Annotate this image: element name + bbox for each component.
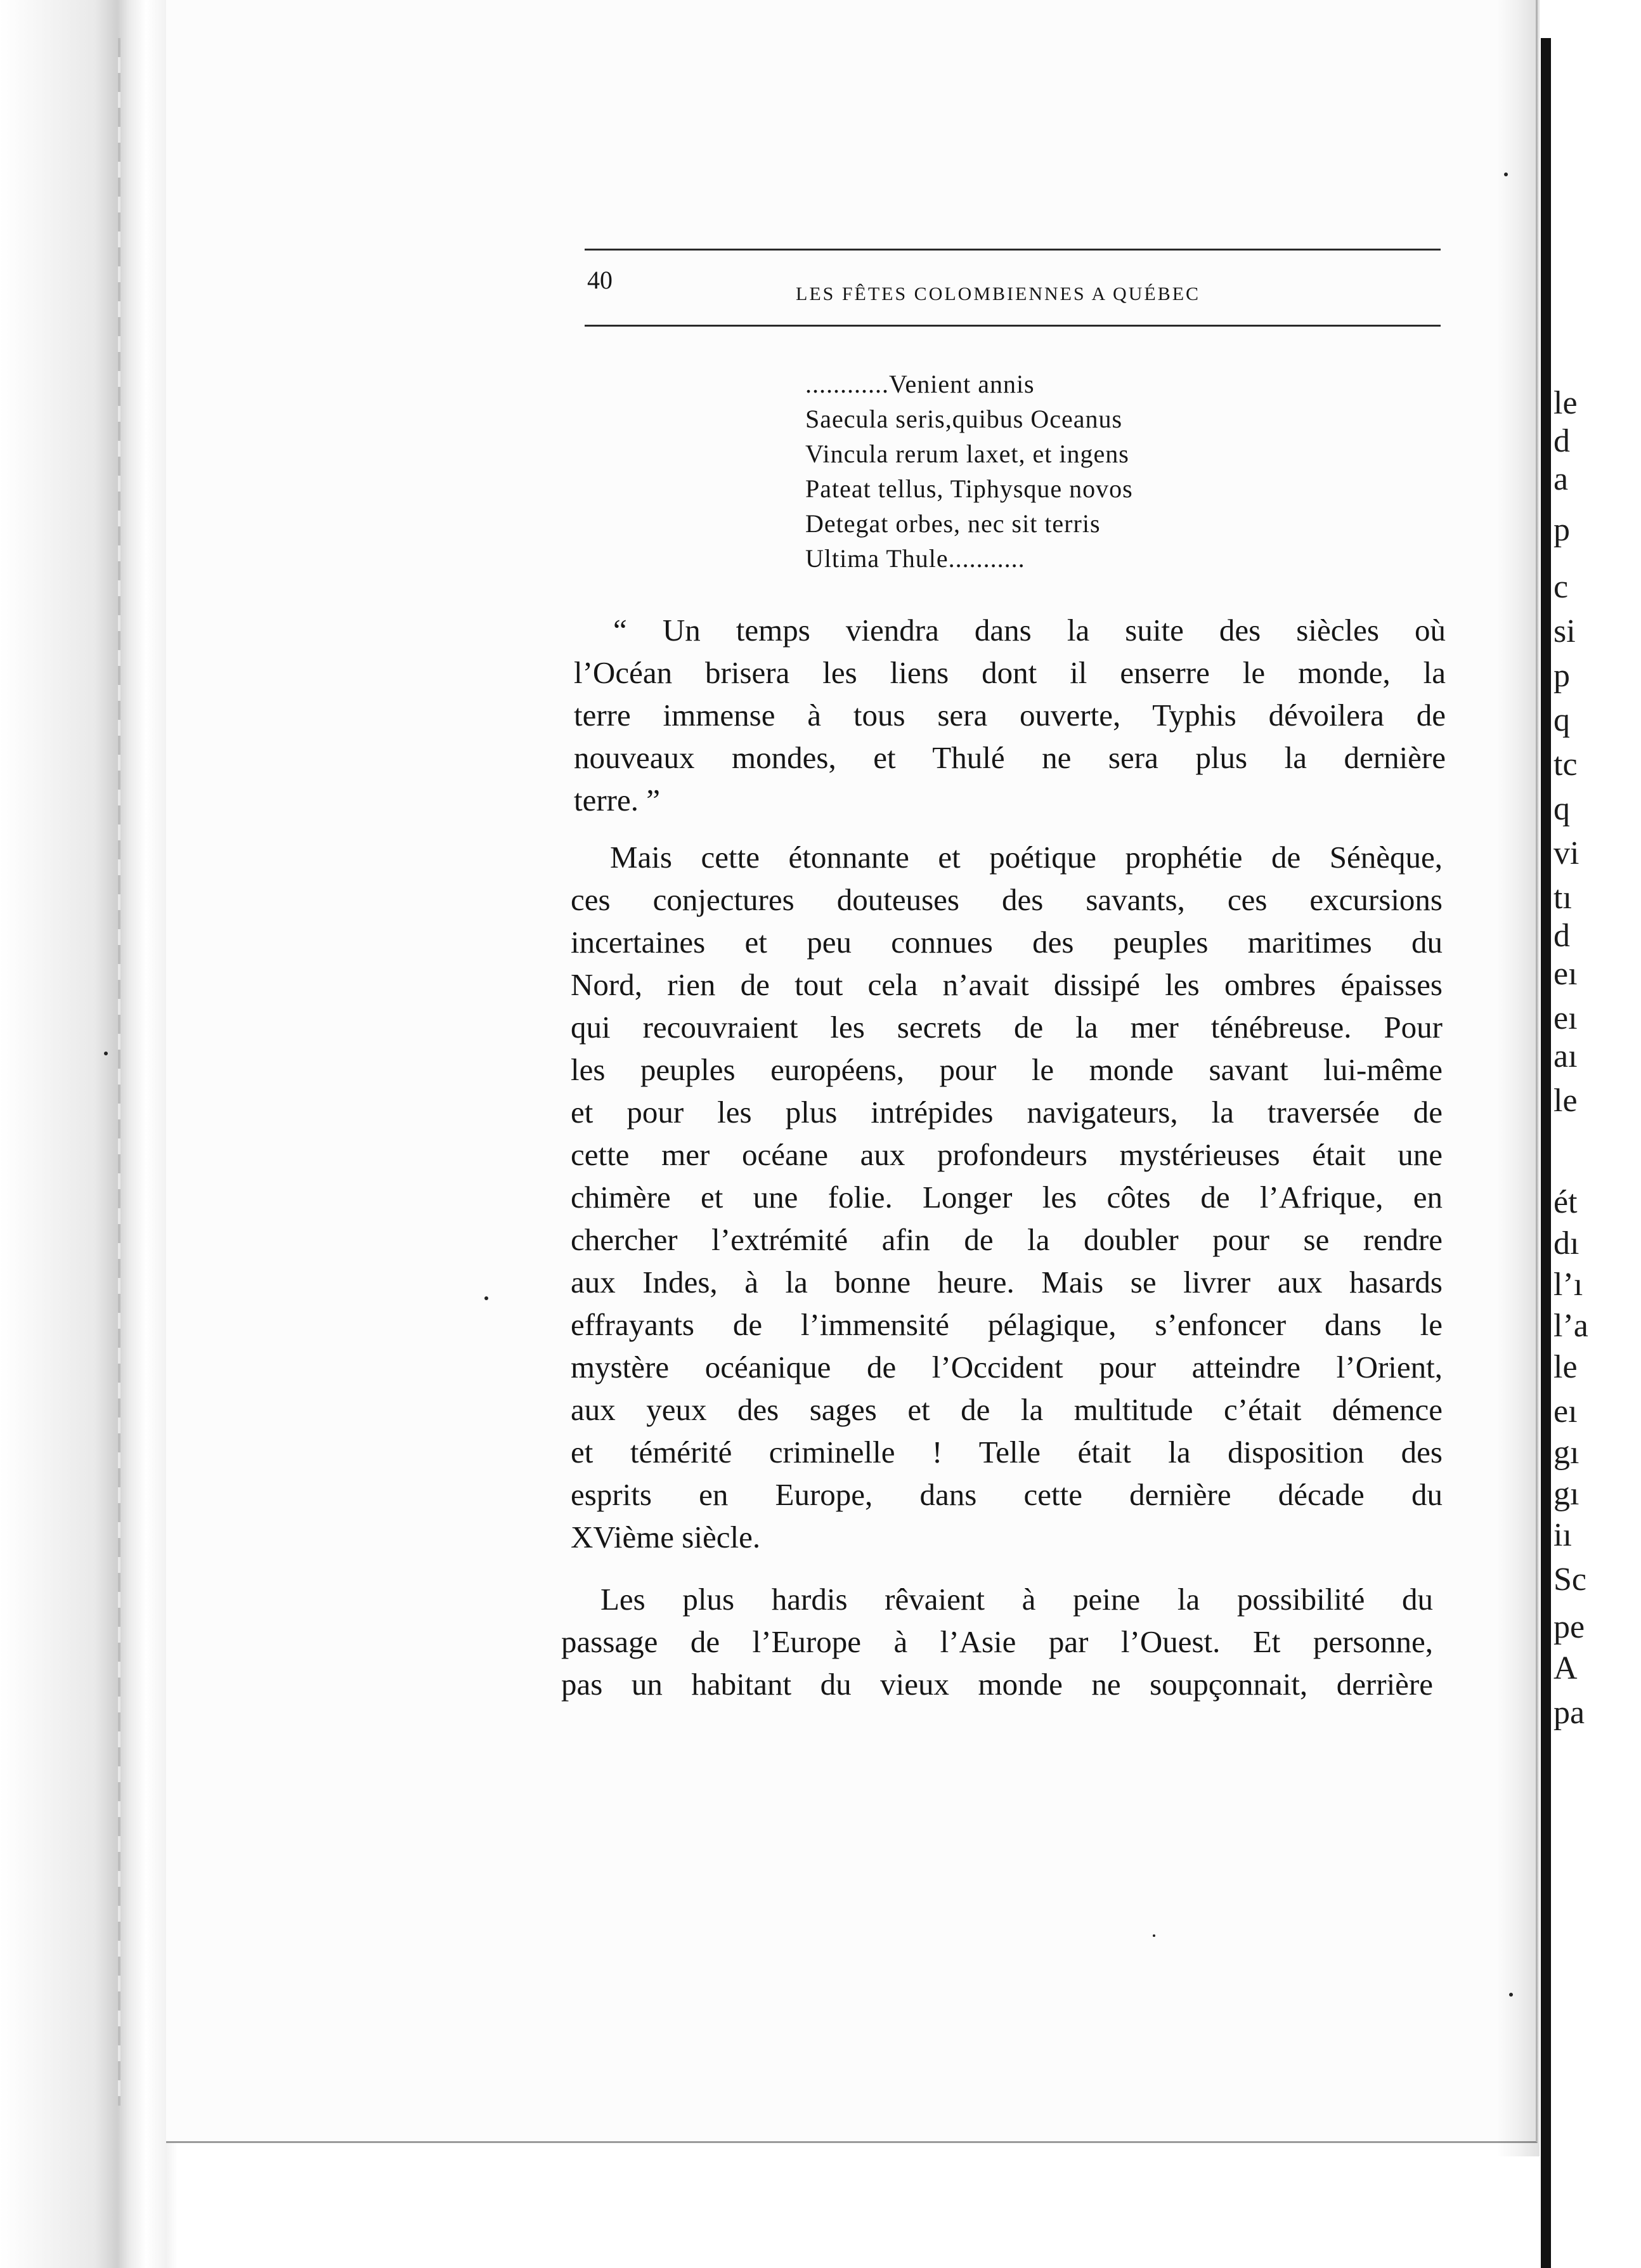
text-line: Les plus hardis rêvaient à peine la possibilité du: [600, 1582, 1433, 1617]
text-line: Mais cette étonnante et poétique prophétie de Sénèque,: [610, 840, 1443, 875]
ink-speck: [1509, 1993, 1513, 1997]
facing-page-fragment: p: [1553, 658, 1570, 694]
facing-page-fragment: a: [1553, 461, 1569, 497]
ink-speck: [1153, 1934, 1155, 1937]
facing-page-fragment: pe: [1553, 1609, 1585, 1645]
ink-speck: [1504, 173, 1508, 176]
verse-line: Vincula rerum laxet, et ingens: [805, 440, 1129, 468]
facing-page-fragment: le: [1553, 385, 1578, 421]
facing-page-fragment: A: [1553, 1650, 1578, 1686]
verse-quotation: [805, 367, 1300, 576]
facing-page-fragment: dı: [1553, 1225, 1579, 1261]
facing-page-fragment: tı: [1553, 880, 1572, 916]
facing-page-fragment: eı: [1553, 1393, 1578, 1430]
facing-page-fragment: pa: [1553, 1695, 1585, 1731]
text-line: esprits en Europe, dans cette dernière décade du: [571, 1477, 1443, 1512]
text-line: passage de l’Europe à l’Asie par l’Ouest. Et personne,: [561, 1624, 1433, 1659]
facing-page-fragment: ét: [1553, 1184, 1578, 1220]
page-crease: [118, 38, 120, 2106]
facing-page-fragment: l’ı: [1553, 1267, 1583, 1303]
gutter-shadow: [1496, 0, 1540, 2156]
text-line: aux yeux des sages et de la multitude c’était démence: [571, 1392, 1443, 1427]
paragraph-passage: [561, 1578, 1433, 1705]
text-line: nouveaux mondes, et Thulé ne sera plus la dernière: [574, 740, 1446, 775]
text-line: et témérité criminelle ! Telle était la disposition des: [571, 1435, 1443, 1470]
facing-page-fragment: l’a: [1553, 1308, 1588, 1344]
facing-page-fragment: p: [1553, 512, 1570, 548]
text-line: Nord, rien de tout cela n’avait dissipé les ombres épaisses: [571, 967, 1443, 1002]
text-line: et pour les plus intrépides navigateurs, la traversée de: [571, 1095, 1443, 1130]
paragraph-translation: [574, 609, 1446, 821]
facing-page-fragment: q: [1553, 702, 1570, 738]
facing-page-fragment: tc: [1553, 746, 1578, 783]
header-rule-bottom: [585, 325, 1441, 327]
running-title: LES FÊTES COLOMBIENNES A QUÉBEC: [796, 284, 1201, 304]
facing-page-fragment: gı: [1553, 1476, 1579, 1512]
facing-page-fragment: eı: [1553, 1000, 1578, 1036]
text-line: terre immense à tous sera ouverte, Typhis dévoilera de: [574, 698, 1446, 733]
facing-page-fragment: le: [1553, 1349, 1578, 1385]
text-line: effrayants de l’immensité pélagique, s’enfoncer dans le: [571, 1307, 1443, 1342]
book-gutter: [1541, 38, 1551, 2268]
facing-page-fragment: le: [1553, 1083, 1578, 1119]
facing-page-fragment: si: [1553, 613, 1576, 649]
facing-page-fragment: iı: [1553, 1517, 1572, 1553]
text-line: ces conjectures douteuses des savants, ces excursions: [571, 882, 1443, 917]
text-line: incertaines et peu connues des peuples maritimes du: [571, 925, 1443, 960]
ink-speck: [484, 1296, 488, 1300]
text-line: aux Indes, à la bonne heure. Mais se livrer aux hasards: [571, 1265, 1443, 1300]
facing-page-fragment: eı: [1553, 956, 1578, 992]
facing-page-fragment: vi: [1553, 835, 1579, 871]
paragraph-prophecy: [571, 836, 1443, 1558]
facing-page-fragment: aı: [1553, 1038, 1578, 1074]
text-line: qui recouvraient les secrets de la mer ténébreuse. Pour: [571, 1010, 1443, 1045]
text-line: chimère et une folie. Longer les côtes de l’Afrique, en: [571, 1180, 1443, 1215]
text-line: XVième siècle.: [571, 1520, 761, 1554]
verse-line: Saecula seris,quibus Oceanus: [805, 405, 1123, 433]
facing-page-fragment: d: [1553, 423, 1570, 459]
text-line: “ Un temps viendra dans la suite des siècles où: [613, 613, 1446, 648]
facing-page-fragment: gı: [1553, 1435, 1579, 1471]
facing-page: [1551, 0, 1641, 2268]
facing-page-fragment: c: [1553, 569, 1569, 605]
text-line: l’Océan brisera les liens dont il enserre le monde, la: [574, 655, 1446, 690]
page-stack-edge: [0, 0, 178, 2268]
verse-line: Pateat tellus, Tiphysque novos: [805, 474, 1133, 503]
text-line: mystère océanique de l’Occident pour atteindre l’Orient,: [571, 1350, 1443, 1385]
verse-line: Detegat orbes, nec sit terris: [805, 509, 1101, 538]
text-line: pas un habitant du vieux monde ne soupçonnait, derrière: [561, 1667, 1433, 1702]
facing-page-fragment: d: [1553, 918, 1570, 954]
ink-speck: [104, 1052, 108, 1055]
text-line: terre. ”: [574, 783, 660, 818]
facing-page-fragment: q: [1553, 791, 1570, 827]
verse-line: ............Venient annis: [805, 370, 1035, 398]
text-line: chercher l’extrémité afin de la doubler pour se rendre: [571, 1222, 1443, 1257]
text-line: les peuples européens, pour le monde savant lui-même: [571, 1052, 1443, 1087]
text-line: cette mer océane aux profondeurs mystérieuses était une: [571, 1137, 1443, 1172]
header-rule-top: [585, 249, 1441, 251]
page-number: 40: [587, 266, 613, 294]
facing-page-fragment: Sc: [1553, 1561, 1586, 1598]
verse-line: Ultima Thule...........: [805, 544, 1025, 573]
